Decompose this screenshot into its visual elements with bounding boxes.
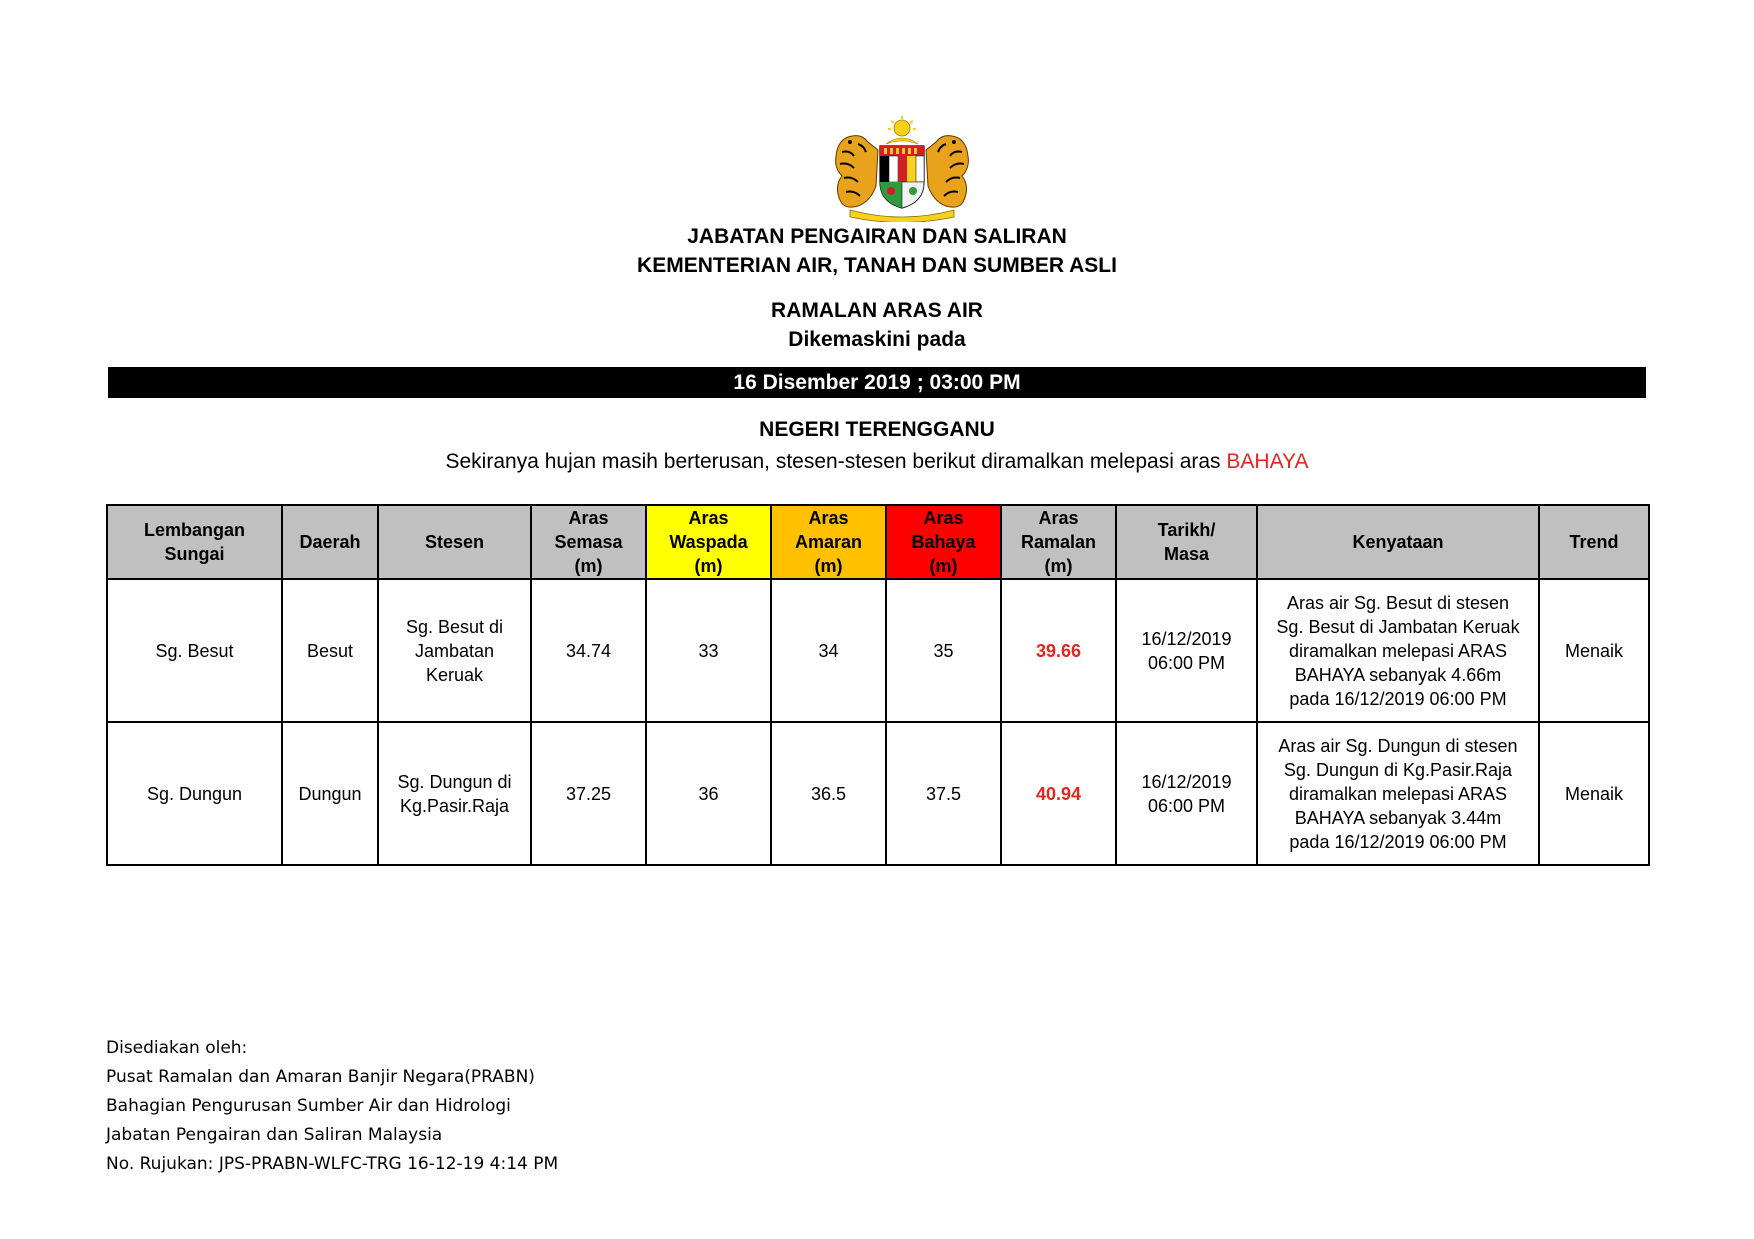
header-aras-semasa: Aras Semasa (m) <box>531 505 646 579</box>
sun-icon <box>888 116 916 136</box>
footer-department: Jabatan Pengairan dan Saliran Malaysia <box>106 1125 443 1145</box>
cell-waspada: 36 <box>646 722 771 865</box>
advice-highlight: BAHAYA <box>1226 450 1309 473</box>
forecast-table <box>106 504 1650 866</box>
tiger-left-icon <box>836 136 878 208</box>
department-name: JABATAN PENGAIRAN DAN SALIRAN <box>687 225 1067 248</box>
header-stesen: Stesen <box>378 505 531 579</box>
cell-trend: Menaik <box>1539 579 1649 722</box>
header-tarikh-masa: Tarikh/ Masa <box>1116 505 1257 579</box>
report-subtitle: Dikemaskini pada <box>788 328 966 351</box>
cell-tarikh: 16/12/2019 06:00 PM <box>1116 579 1257 722</box>
advice-line <box>0 448 1754 476</box>
update-datetime-bar: 16 Disember 2019 ; 03:00 PM <box>108 367 1646 398</box>
shield-icon <box>880 146 924 208</box>
ministry-name: KEMENTERIAN AIR, TANAH DAN SUMBER ASLI <box>637 254 1117 277</box>
table-row <box>107 579 1649 722</box>
header-kenyataan: Kenyataan <box>1257 505 1539 579</box>
cell-lembangan: Sg. Besut <box>107 579 282 722</box>
coat-of-arms-logo <box>828 116 976 222</box>
cell-daerah: Besut <box>282 579 378 722</box>
footer-prepared-by: Disediakan oleh: <box>106 1038 248 1058</box>
header-trend: Trend <box>1539 505 1649 579</box>
header-lembangan: Lembangan Sungai <box>107 505 282 579</box>
cell-bahaya: 37.5 <box>886 722 1001 865</box>
cell-bahaya: 35 <box>886 579 1001 722</box>
cell-stesen: Sg. Dungun di Kg.Pasir.Raja <box>378 722 531 865</box>
tiger-right-icon <box>926 136 968 208</box>
header-aras-amaran: Aras Amaran (m) <box>771 505 886 579</box>
footer-centre: Pusat Ramalan dan Amaran Banjir Negara(PRABN) <box>106 1067 535 1087</box>
header-aras-waspada: Aras Waspada (m) <box>646 505 771 579</box>
report-title: RAMALAN ARAS AIR <box>771 299 983 322</box>
footer-credits <box>106 1034 558 1179</box>
footer-reference: No. Rujukan: JPS-PRABN-WLFC-TRG 16-12-19 4:14 PM <box>106 1154 559 1174</box>
cell-lembangan: Sg. Dungun <box>107 722 282 865</box>
cell-daerah: Dungun <box>282 722 378 865</box>
cell-amaran: 34 <box>771 579 886 722</box>
cell-kenyataan: Aras air Sg. Besut di stesen Sg. Besut di Jambatan Keruak diramalkan melepasi ARAS BAHAYA sebanyak 4.66m pada 16/12/2019 06:00 PM <box>1257 579 1539 722</box>
cell-trend: Menaik <box>1539 722 1649 865</box>
table-header-row <box>107 505 1649 579</box>
cell-ramalan: 39.66 <box>1001 579 1116 722</box>
header-aras-ramalan: Aras Ramalan (m) <box>1001 505 1116 579</box>
header-aras-bahaya: Aras Bahaya (m) <box>886 505 1001 579</box>
cell-semasa: 37.25 <box>531 722 646 865</box>
cell-ramalan: 40.94 <box>1001 722 1116 865</box>
state-name: NEGERI TERENGGANU <box>759 418 995 441</box>
header-daerah: Daerah <box>282 505 378 579</box>
cell-semasa: 34.74 <box>531 579 646 722</box>
cell-kenyataan: Aras air Sg. Dungun di stesen Sg. Dungun di Kg.Pasir.Raja diramalkan melepasi ARAS BAHAYA sebanyak 3.44m pada 16/12/2019 06:00 PM <box>1257 722 1539 865</box>
cell-stesen: Sg. Besut di Jambatan Keruak <box>378 579 531 722</box>
footer-division: Bahagian Pengurusan Sumber Air dan Hidrologi <box>106 1096 511 1116</box>
cell-amaran: 36.5 <box>771 722 886 865</box>
cell-tarikh: 16/12/2019 06:00 PM <box>1116 722 1257 865</box>
cell-waspada: 33 <box>646 579 771 722</box>
table-row <box>107 722 1649 865</box>
advice-text: Sekiranya hujan masih berterusan, stesen-stesen berikut diramalkan melepasi aras <box>445 450 1221 473</box>
